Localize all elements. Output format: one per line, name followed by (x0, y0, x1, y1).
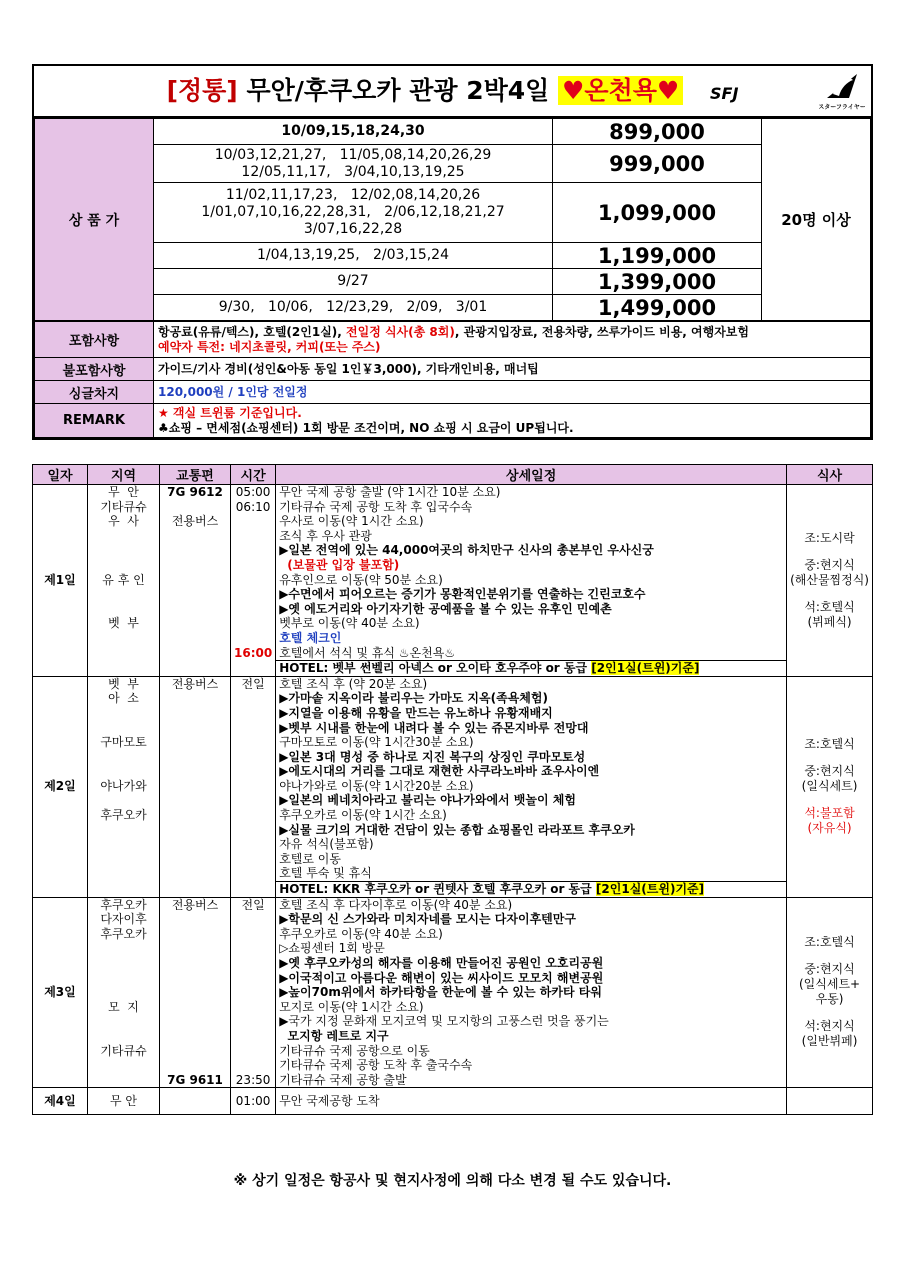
spacer (163, 1058, 227, 1073)
remark-line-2: ♣쇼핑 – 면세점(쇼핑센터) 1회 방문 조건이며, NO 쇼핑 시 요금이 UP됩니다. (158, 420, 574, 435)
hotel-line (276, 881, 786, 897)
region-line (91, 1029, 156, 1044)
transport-line: 전용버스 (171, 514, 219, 529)
flight-time: 23:50 (235, 1072, 271, 1087)
time-line (234, 543, 272, 558)
included-label: 포함사항 (35, 322, 154, 358)
detail-line: ▶일본 전역에 있는 44,000여곳의 하치만구 신사의 총본부인 우사신궁 (279, 543, 654, 558)
transport-line: 7G 9612 (167, 485, 223, 499)
price-dates (154, 243, 553, 269)
spacer (234, 971, 272, 986)
day-label: 제1일 (33, 485, 88, 677)
spacer (163, 985, 227, 1000)
day-regions (88, 485, 160, 677)
time-line: 06:10 (235, 499, 271, 514)
spacer (234, 1014, 272, 1029)
tour-title (34, 66, 871, 118)
detail-line: 호텔 투숙 및 휴식 (279, 866, 372, 881)
meal-line: 중:현지식 (804, 962, 855, 977)
excluded-value: 가이드/기사 경비(성인&아동 동일 1인￥3,000), 기타개인비용, 매너팁 (154, 358, 871, 381)
day-regions: 무 안 (88, 1088, 160, 1115)
detail-line: 후쿠오카로 이동(약 40분 소요) (279, 926, 443, 941)
price-amount: 1,499,000 (553, 295, 762, 321)
itinerary-table (32, 464, 873, 1115)
detail-line: ▶일본 3대 명성 중 하나로 지진 복구의 상징인 쿠마모토성 (279, 749, 586, 764)
col-time: 시간 (231, 465, 276, 485)
tour-brochure (32, 64, 873, 440)
detail-line: ▶국가 지정 문화재 모지코역 및 모지항의 고풍스런 멋을 풍기는 (279, 1014, 609, 1029)
detail-line: ▶높이70m위에서 하카타항을 한눈에 볼 수 있는 하카타 타워 (279, 985, 602, 1000)
time-line (234, 616, 272, 631)
region-line (91, 529, 156, 544)
spacer (163, 1029, 227, 1044)
price-date-line: 10/09,15,18,24,30 (281, 123, 425, 139)
time-line (234, 573, 272, 588)
title-text: 무안/후쿠오카 관광 2박4일 (246, 76, 550, 105)
day-transport (160, 485, 231, 677)
detail-line: 조식 후 우사 관광 (279, 528, 372, 543)
time-line (234, 631, 272, 646)
detail-line: 기타큐슈 국제 공항으로 이동 (279, 1043, 430, 1058)
detail-line: ▶옛 에도거리와 아기자기한 공예품을 볼 수 있는 유후인 민예촌 (279, 601, 612, 616)
price-table (34, 118, 871, 321)
spacer (234, 927, 272, 942)
day-transport (160, 897, 231, 1088)
price-date-line: 9/27 (337, 273, 369, 289)
day-label: 제2일 (33, 676, 88, 897)
detail-line: ▶에도시대의 거리를 그대로 재현한 사쿠라노바바 죠우사이엔 (279, 764, 600, 779)
day-detail (276, 897, 787, 1088)
day-times: 01:00 (231, 1088, 276, 1115)
price-date-line: 3/07,16,22,28 (303, 221, 403, 237)
spacer (234, 956, 272, 971)
detail-line: 모지항 레트로 지구 (279, 1028, 389, 1043)
detail-line: 호텔로 이동 (279, 851, 341, 866)
meal-line: (해산물찜정식) (790, 572, 869, 587)
single-charge-label: 싱글차지 (35, 381, 154, 404)
spacer (234, 985, 272, 1000)
min-group: 20명 이상 (762, 119, 871, 321)
region-line: 모 지 (108, 999, 139, 1014)
flight-number: 7G 9611 (167, 1072, 223, 1087)
day-regions (88, 676, 160, 897)
detail-line: 유후인으로 이동(약 50분 소요) (279, 572, 443, 587)
day-label: 제4일 (33, 1088, 88, 1115)
day-transport (160, 676, 231, 897)
day-meals (787, 1088, 873, 1115)
day-regions (88, 897, 160, 1088)
spacer (163, 912, 227, 927)
region-line (91, 941, 156, 956)
price-dates (154, 295, 553, 321)
region-line: 우 사 (108, 514, 139, 529)
starflyer-logo (819, 70, 865, 112)
spacer (163, 1014, 227, 1029)
time-line (234, 529, 272, 544)
price-date-line: 1/01,07,10,16,22,28,31, 2/06,12,18,21,27 (201, 204, 505, 220)
time-line: 전일 (241, 676, 265, 691)
meal-line: (일식세트+ (798, 977, 861, 992)
day-times (231, 676, 276, 897)
region-line: 벳 부 (108, 616, 139, 631)
detail-line: (보물관 입장 불포함) (287, 557, 400, 572)
time-line: 16:00 (234, 645, 273, 660)
region-line (91, 956, 156, 971)
hotel-line (276, 660, 786, 676)
price-date-line: 1/04,13,19,25, 2/03,15,24 (256, 247, 449, 263)
spacer (163, 941, 227, 956)
transport-line: 전용버스 (171, 897, 219, 912)
spacer (234, 941, 272, 956)
day-meals (787, 485, 873, 677)
remark-value (154, 404, 871, 438)
meal-line: (일식세트) (801, 779, 858, 794)
remark-label: REMARK (35, 404, 154, 438)
price-amount: 1,399,000 (553, 269, 762, 295)
spacer (234, 1000, 272, 1015)
region-line: 아 소 (108, 691, 139, 706)
price-date-line: 12/05,11,17, 3/04,10,13,19,25 (241, 163, 465, 180)
price-dates (154, 183, 553, 243)
detail-line: 호텔 조식 후 (약 20분 소요) (279, 676, 428, 691)
region-line: 후쿠오카 (100, 926, 147, 941)
detail-line: ▶옛 후쿠오카성의 해자를 이용해 만들어진 공원인 오호리공원 (279, 956, 604, 970)
hotel-name: HOTEL: KKR 후쿠오카 or 퀸텟사 호텔 후쿠오카 or 동급 (279, 882, 596, 897)
region-line (91, 543, 156, 558)
region-line (91, 602, 156, 617)
spacer (163, 1000, 227, 1015)
transport-line: 전용버스 (171, 676, 219, 691)
day-detail (276, 676, 787, 897)
region-line (91, 706, 156, 721)
detail-line: 후쿠오카로 이동(약 1시간 소요) (279, 808, 447, 823)
region-line: 구마모토 (100, 735, 147, 750)
day-meals (787, 897, 873, 1088)
detail-line: 야나가와로 이동(약 1시간20분 소요) (279, 778, 474, 793)
region-line: 다자이후 (100, 912, 147, 927)
excluded-label: 불포함사항 (35, 358, 154, 381)
day-detail: 무안 국제공항 도착 (276, 1088, 787, 1115)
reservation-bonus: 예약자 특전: 네지초콜릿, 커피(또는 주스) (158, 339, 381, 354)
region-line (91, 587, 156, 602)
single-charge-value: 120,000원 / 1인당 전일정 (154, 381, 871, 404)
day-meals (787, 676, 873, 897)
region-line: 벳 부 (108, 676, 139, 691)
detail-line: 기타큐슈 국제 공항 도착 후 입국수속 (279, 499, 473, 514)
day-times (231, 485, 276, 677)
region-line: 야나가와 (100, 778, 147, 793)
included-text-2: , 관광지입장료, 전용차량, 쓰루가이드 비용, 여행자보험 (454, 324, 749, 339)
meal-line: 우동) (815, 992, 844, 1007)
detail-line: 자유 석식(불포함) (279, 837, 374, 852)
detail-line: 무안 국제 공항 출발 (약 1시간 10분 소요) (279, 485, 501, 499)
day-row (33, 676, 873, 897)
col-detail: 상세일정 (276, 465, 787, 485)
info-table (34, 321, 871, 438)
detail-line: 호텔 체크인 (279, 630, 342, 645)
price-dates (154, 145, 553, 183)
detail-line: 호텔 조식 후 다자이후로 이동(약 40분 소요) (279, 897, 513, 912)
detail-line: ▶일본의 베네치아라고 불리는 야나가와에서 뱃놀이 체험 (279, 793, 576, 808)
price-date-line: 11/02,11,17,23, 12/02,08,14,20,26 (225, 187, 481, 203)
time-line: 05:00 (235, 485, 271, 499)
region-line: 유 후 인 (102, 572, 145, 587)
spacer (234, 1044, 272, 1059)
detail-line: ▶가마솥 지옥이라 불리우는 가마도 지옥(족욕체험) (279, 691, 548, 706)
included-text-1: 항공료(유류/텍스), 호텔(2인1실), (158, 324, 347, 339)
spacer (234, 1029, 272, 1044)
day-row (33, 897, 873, 1088)
day-row (33, 485, 873, 677)
meal-line: 석:불포함 (804, 806, 855, 821)
spacer (163, 1044, 227, 1059)
title-prefix: [정통] (166, 76, 238, 105)
col-transport: 교통편 (160, 465, 231, 485)
remark-line-1: ★ 객실 트윈룸 기준입니다. (158, 405, 302, 420)
detail-line: ▶이국적이고 아름다운 해변이 있는 씨사이드 모모치 해변공원 (279, 970, 604, 985)
col-day: 일자 (33, 465, 88, 485)
region-line: 기타큐슈 (100, 1043, 147, 1058)
time-line (234, 602, 272, 617)
region-line (91, 793, 156, 808)
spacer (234, 1058, 272, 1073)
footnote: ※ 상기 일정은 항공사 및 현지사정에 의해 다소 변경 될 수도 있습니다. (233, 1173, 672, 1189)
price-date-line: 9/30, 10/06, 12/23,29, 2/09, 3/01 (218, 299, 488, 315)
day-times (231, 897, 276, 1088)
brand-code: SFJ (710, 84, 739, 103)
included-value (154, 322, 871, 358)
region-line: 기타큐슈 (100, 499, 147, 514)
spacer (163, 927, 227, 942)
hotel-name: HOTEL: 벳부 썬벨리 아넥스 or 오이타 호우주야 or 동급 (279, 661, 592, 676)
meal-line: (일반뷔페) (801, 1034, 858, 1049)
hotel-tag: [2인1실(트윈)기준] (591, 661, 700, 676)
detail-line: 호텔에서 석식 및 휴식 ♨온천욕♨ (279, 645, 456, 660)
meal-line: (자유식) (807, 821, 852, 836)
price-amount: 899,000 (553, 119, 762, 145)
price-date-line: 10/03,12,21,27, 11/05,08,14,20,26,29 (214, 146, 492, 163)
region-line (91, 1014, 156, 1029)
detail-line: ▶실물 크기의 거대한 건담이 있는 종합 쇼핑몰인 라라포트 후쿠오카 (279, 822, 635, 837)
detail-line: ▶벳부 시내를 한눈에 내려다 볼 수 있는 쥬몬지바루 전망대 (279, 720, 589, 735)
day-row (33, 1088, 873, 1115)
region-line (91, 971, 156, 986)
hotel-tag: [2인1실(트윈)기준] (595, 882, 705, 897)
spacer (163, 956, 227, 971)
spacer (234, 912, 272, 927)
day-transport (160, 1088, 231, 1115)
detail-line: 기타큐슈 국제 공항 출발 (279, 1072, 407, 1087)
col-meal: 식사 (787, 465, 873, 485)
detail-line: ▶학문의 신 스가와라 미치자네를 모시는 다자이후텐만구 (279, 912, 576, 927)
time-line (234, 514, 272, 529)
meal-line: 석:호텔식 (804, 599, 855, 614)
detail-line: 벳부로 이동(약 40분 소요) (279, 616, 420, 631)
meal-line: 중:현지식 (804, 557, 855, 572)
meal-line: 조:호텔식 (804, 737, 855, 752)
region-line: 후쿠오카 (100, 808, 147, 823)
meal-line: 조:도시락 (804, 530, 855, 545)
time-line: 전일 (241, 897, 265, 912)
meal-line: 석:현지식 (804, 1019, 855, 1034)
detail-line: ▷쇼핑센터 1회 방문 (279, 941, 385, 956)
price-amount: 1,199,000 (553, 243, 762, 269)
price-amount: 1,099,000 (553, 183, 762, 243)
meal-line: 중:현지식 (804, 764, 855, 779)
time-line (234, 558, 272, 573)
price-amount: 999,000 (553, 145, 762, 183)
logo-text: スターフライヤー (819, 104, 865, 111)
region-line (91, 558, 156, 573)
detail-line: 구마모토로 이동(약 1시간30분 소요) (279, 735, 474, 750)
included-meals: 전일정 식사(총 8회) (346, 324, 455, 339)
price-dates (154, 269, 553, 295)
region-line (91, 985, 156, 1000)
meal-line: (뷔페식) (807, 614, 852, 629)
spacer (163, 971, 227, 986)
transport-line (163, 500, 227, 515)
time-line (234, 587, 272, 602)
spa-badge: ♥온천욕♥ (558, 76, 683, 105)
region-line: 무 안 (108, 485, 139, 499)
meal-line: 조:호텔식 (804, 935, 855, 950)
detail-line: ▶수면에서 피어오르는 증기가 몽환적인분위기를 연출하는 긴린코호수 (279, 587, 646, 602)
day-label: 제3일 (33, 897, 88, 1088)
region-line: 후쿠오카 (100, 897, 147, 912)
region-line (91, 750, 156, 765)
region-line (91, 764, 156, 779)
detail-line: 기타큐슈 국제 공항 도착 후 출국수속 (279, 1058, 473, 1073)
col-region: 지역 (88, 465, 160, 485)
price-label: 상 품 가 (35, 119, 154, 321)
detail-line: 우사로 이동(약 1시간 소요) (279, 514, 424, 529)
day-detail (276, 485, 787, 677)
detail-line: 모지로 이동(약 1시간 소요) (279, 999, 424, 1014)
price-dates (154, 119, 553, 145)
detail-line: ▶지열을 이용해 유황을 만드는 유노하나 유황재배지 (279, 705, 553, 720)
region-line (91, 721, 156, 736)
